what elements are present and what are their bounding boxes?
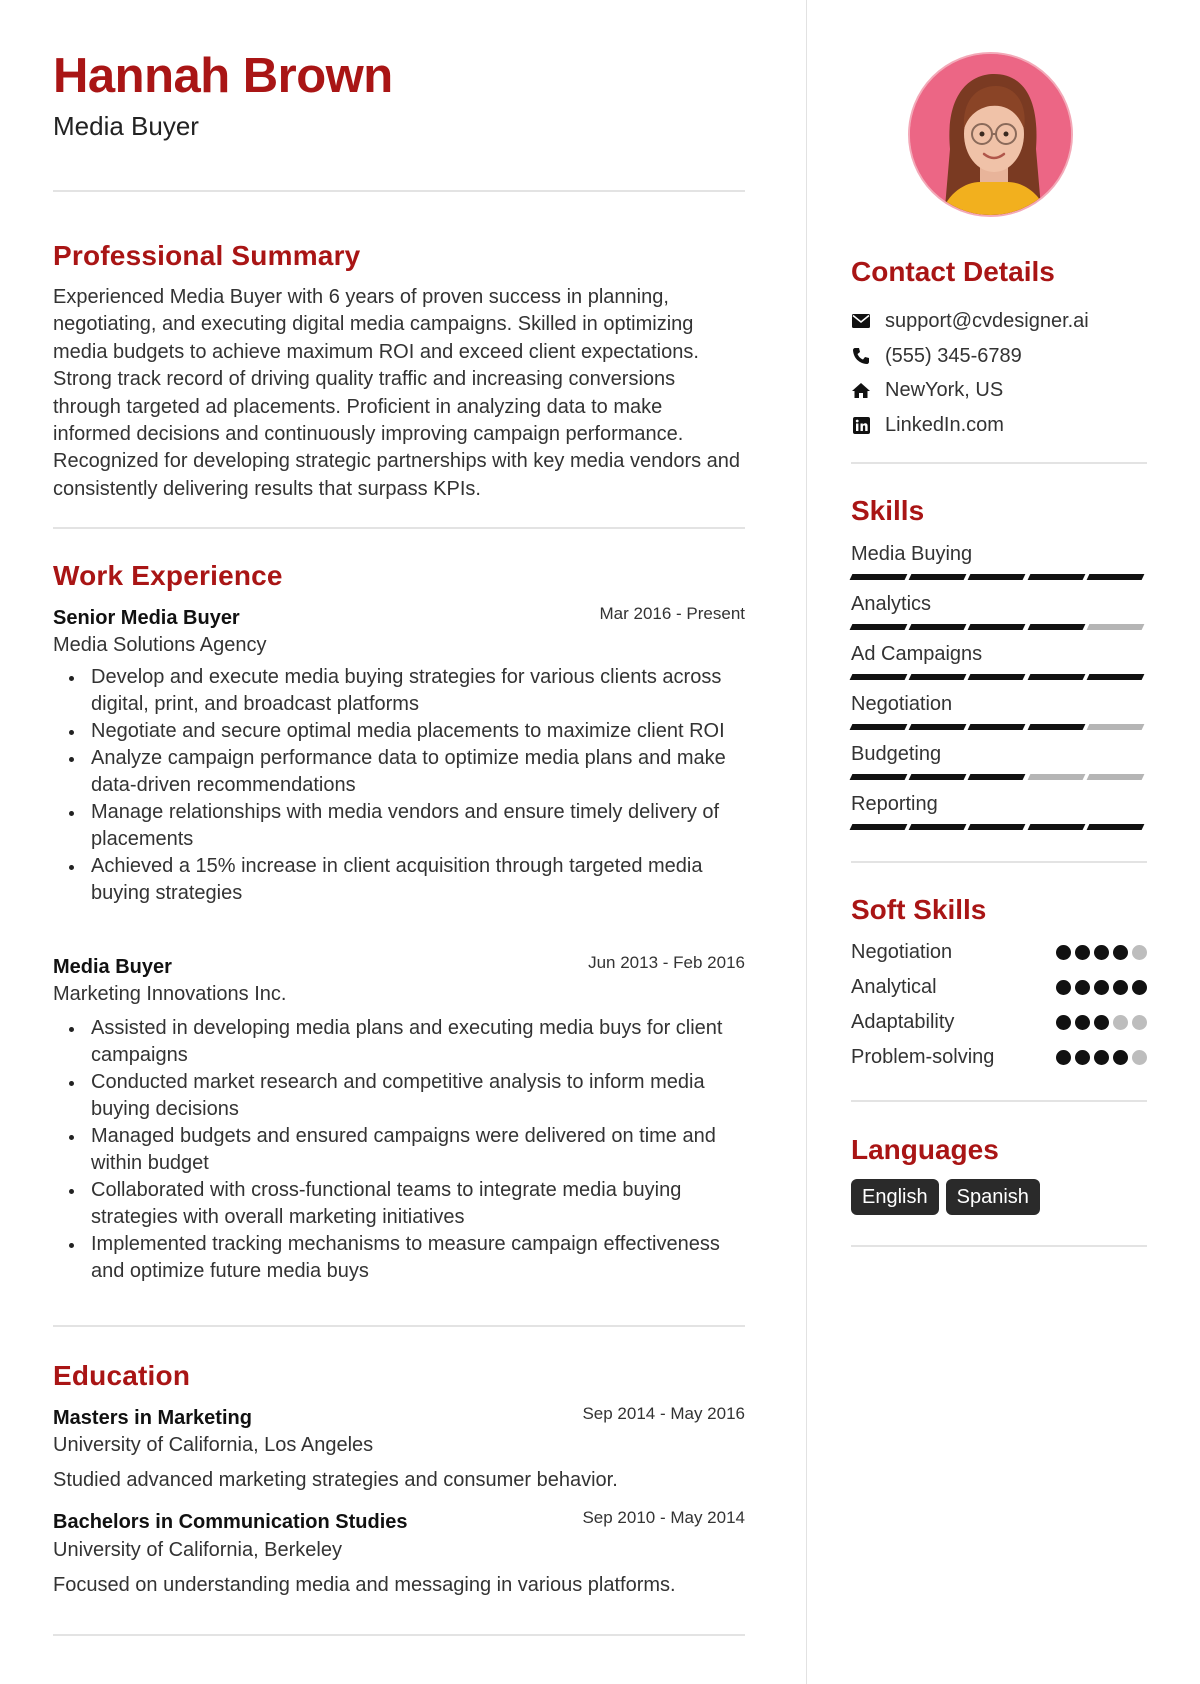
contact-heading: Contact Details [851, 256, 1055, 287]
job-bullet: Develop and execute media buying strategies for various clients across digital, print, and broadcast platforms [53, 664, 745, 718]
experience-divider [53, 1325, 745, 1327]
skill-segment-filled [968, 774, 1026, 780]
skill-rating-bar [851, 624, 1147, 630]
soft-skill-label: Negotiation [851, 941, 953, 963]
job-bullet: Assisted in developing media plans and executing media buys for client campaigns [53, 1015, 745, 1069]
skills-divider [851, 861, 1147, 863]
phone-icon [851, 346, 871, 366]
email-text: support@cvdesigner.ai [885, 310, 1089, 332]
rating-dot-empty [1132, 1050, 1147, 1065]
soft-skills-divider [851, 1100, 1147, 1102]
skill-segment-filled [850, 724, 908, 730]
skill-label: Media Buying [851, 543, 973, 565]
skill-segment-filled [968, 624, 1026, 630]
languages-divider [851, 1245, 1147, 1247]
degree: Bachelors in Communication Studies [53, 1511, 408, 1533]
soft-skill-rating [1052, 945, 1147, 960]
soft-skill-label: Analytical [851, 976, 937, 998]
school: University of California, Los Angeles [53, 1434, 374, 1456]
skill-segment-filled [1086, 824, 1144, 830]
contact-divider [851, 462, 1147, 464]
skill-segment-filled [850, 674, 908, 680]
languages-heading: Languages [851, 1134, 999, 1165]
job-title: Senior Media Buyer [53, 607, 240, 629]
school: University of California, Berkeley [53, 1539, 342, 1561]
rating-dot-filled [1075, 945, 1090, 960]
skill-rating-bar [851, 574, 1147, 580]
summary-text: Experienced Media Buyer with 6 years of proven success in planning, negotiating, and executing digital media campaigns. Skilled in optimizing media budgets to achieve maximum ROI and exceed client expectations. Strong track record of driving quality traffic and increasing conversions through targeted ad placements. Proficient in analyzing data to make informed decisions and continuously improving campaign performance. Recognized for developing strategic partnerships with key media vendors and consistently delivering results that surpass KPIs. [53, 286, 741, 500]
skill-label: Reporting [851, 793, 938, 815]
language-tag: English [851, 1179, 939, 1215]
language-tag: Spanish [946, 1179, 1040, 1215]
job-bullet: Negotiate and secure optimal media placements to maximize client ROI [53, 718, 745, 745]
skill-segment-filled [909, 724, 967, 730]
skill-segment-filled [1027, 674, 1085, 680]
skill-segment-empty [1086, 724, 1144, 730]
envelope-icon [851, 311, 871, 331]
job-bullet: Managed budgets and ensured campaigns were delivered on time and within budget [53, 1123, 745, 1177]
skill-segment-filled [909, 674, 967, 680]
skill-rating-bar [851, 724, 1147, 730]
skill-label: Budgeting [851, 743, 942, 765]
languages-list [851, 1179, 1047, 1215]
job-bullet: Analyze campaign performance data to optimize media plans and make data-driven recommendations [53, 745, 745, 799]
skill-rating-bar [851, 774, 1147, 780]
soft-skill-row [851, 1012, 1147, 1034]
rating-dot-empty [1113, 1015, 1128, 1030]
soft-skill-row [851, 942, 1147, 964]
skill-segment-filled [1027, 624, 1085, 630]
skill-segment-filled [850, 824, 908, 830]
contact-phone[interactable] [851, 344, 1022, 368]
skills-heading: Skills [851, 495, 925, 526]
soft-skill-row [851, 1047, 1147, 1069]
skill-segment-filled [1027, 574, 1085, 580]
contact-email[interactable] [851, 309, 1089, 333]
experience-heading: Work Experience [53, 560, 283, 591]
skill-segment-empty [1086, 624, 1144, 630]
job-bullet: Manage relationships with media vendors and ensure timely delivery of placements [53, 799, 745, 853]
summary-heading: Professional Summary [53, 240, 361, 271]
rating-dot-filled [1113, 1050, 1128, 1065]
linkedin-icon [851, 415, 871, 435]
job-bullets [53, 1015, 745, 1285]
education-dates: Sep 2010 - May 2014 [582, 1508, 745, 1527]
job-company: Marketing Innovations Inc. [53, 983, 287, 1005]
skill-label: Ad Campaigns [851, 643, 983, 665]
contact-location [851, 378, 1003, 402]
skill-label: Analytics [851, 593, 932, 615]
rating-dot-filled [1075, 1015, 1090, 1030]
skill-segment-filled [968, 574, 1026, 580]
skill-segment-empty [1027, 774, 1085, 780]
education-heading: Education [53, 1360, 191, 1391]
skill-segment-filled [968, 674, 1026, 680]
location-text: NewYork, US [885, 379, 1004, 401]
skill-rating-bar [851, 674, 1147, 680]
profile-photo [908, 52, 1073, 217]
rating-dot-filled [1056, 1050, 1071, 1065]
skill-segment-filled [909, 824, 967, 830]
rating-dot-filled [1075, 1050, 1090, 1065]
rating-dot-filled [1113, 980, 1128, 995]
job-title: Media Buyer [53, 956, 172, 978]
job-bullets [53, 664, 745, 907]
skill-segment-filled [1086, 674, 1144, 680]
soft-skill-rating [1052, 980, 1147, 995]
skill-segment-filled [968, 724, 1026, 730]
education-divider [53, 1634, 745, 1636]
education-description: Studied advanced marketing strategies and consumer behavior. [53, 1469, 618, 1491]
soft-skill-rating [1052, 1050, 1147, 1065]
rating-dot-filled [1113, 945, 1128, 960]
rating-dot-filled [1132, 980, 1147, 995]
rating-dot-filled [1094, 980, 1109, 995]
rating-dot-filled [1056, 980, 1071, 995]
job-bullet: Conducted market research and competitive analysis to inform media buying decisions [53, 1069, 745, 1123]
skill-label: Negotiation [851, 693, 953, 715]
job-dates: Mar 2016 - Present [599, 604, 745, 623]
rating-dot-filled [1094, 945, 1109, 960]
skill-segment-filled [909, 574, 967, 580]
rating-dot-filled [1056, 945, 1071, 960]
job-dates: Jun 2013 - Feb 2016 [588, 953, 745, 972]
rating-dot-filled [1094, 1015, 1109, 1030]
rating-dot-empty [1132, 945, 1147, 960]
skill-segment-filled [850, 574, 908, 580]
phone-text: (555) 345-6789 [885, 345, 1022, 367]
skill-segment-filled [909, 624, 967, 630]
rating-dot-filled [1094, 1050, 1109, 1065]
candidate-name: Hannah Brown [53, 49, 393, 103]
skill-segment-filled [1027, 724, 1085, 730]
skill-segment-filled [850, 624, 908, 630]
soft-skills-heading: Soft Skills [851, 894, 987, 925]
job-bullet: Achieved a 15% increase in client acquisition through targeted media buying strategies [53, 853, 745, 907]
degree: Masters in Marketing [53, 1407, 252, 1429]
contact-linkedin[interactable] [851, 413, 1004, 437]
linkedin-text: LinkedIn.com [885, 414, 1004, 436]
rating-dot-filled [1056, 1015, 1071, 1030]
skill-segment-filled [1086, 574, 1144, 580]
candidate-title: Media Buyer [53, 111, 199, 141]
summary-divider [53, 527, 745, 529]
skill-rating-bar [851, 824, 1147, 830]
skill-segment-empty [1086, 774, 1144, 780]
column-divider [806, 0, 807, 1684]
job-company: Media Solutions Agency [53, 634, 267, 656]
skill-segment-filled [850, 774, 908, 780]
education-dates: Sep 2014 - May 2016 [582, 1404, 745, 1423]
education-description: Focused on understanding media and messaging in various platforms. [53, 1574, 676, 1596]
header-divider [53, 190, 745, 192]
soft-skill-label: Adaptability [851, 1011, 955, 1033]
job-bullet: Collaborated with cross-functional teams to integrate media buying strategies with overall marketing initiatives [53, 1177, 745, 1231]
rating-dot-filled [1075, 980, 1090, 995]
profile-photo-illustration [910, 54, 1073, 217]
soft-skill-rating [1052, 1015, 1147, 1030]
home-icon [851, 380, 871, 400]
soft-skill-row [851, 977, 1147, 999]
skill-segment-filled [909, 774, 967, 780]
soft-skill-label: Problem-solving [851, 1046, 995, 1068]
skill-segment-filled [1027, 824, 1085, 830]
job-bullet: Implemented tracking mechanisms to measure campaign effectiveness and optimize future media buys [53, 1231, 745, 1285]
rating-dot-empty [1132, 1015, 1147, 1030]
skill-segment-filled [968, 824, 1026, 830]
